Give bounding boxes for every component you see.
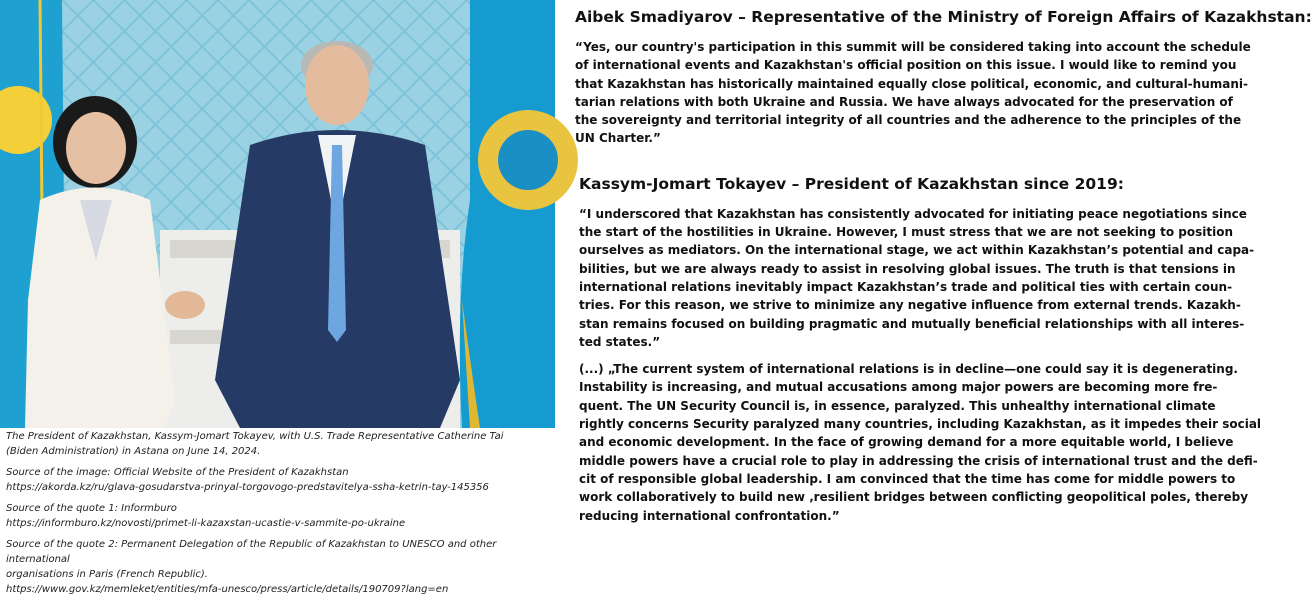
- photo-caption: The President of Kazakhstan, Kassym-Jomart Tokayev, with U.S. Trade Representative Catherine Tai (Biden Administration) in Astana on June 14, 2024.: [6, 431, 504, 457]
- captions: [6, 429, 554, 603]
- section1-heading: Aibek Smadiyarov – Representative of the Ministry of Foreign Affairs of Kazakhstan:: [575, 8, 1312, 26]
- section1-quote: “Yes, our country's participation in this summit will be considered taking into account the schedule of international events and Kazakhstan's official position on this issue. I would like to remind you that Kazakhstan has historically maintained equally close political, economic, and cultural-humani- tarian relations with both Ukraine and Russia. We have always advocated for the preservation of the sovereignty and territorial integrity of all countries and the adherence to the principles of the UN Charter.”: [575, 40, 1251, 146]
- right-flag: [460, 0, 555, 428]
- photo-illustration: [0, 0, 555, 428]
- handshake-photo: [0, 0, 555, 428]
- woman-face: [66, 112, 126, 184]
- quote1-source: Source of the quote 1: Informburo https://informburo.kz/novosti/primet-li-kazaxstan-ucastie-v-sammite-po-ukraine: [6, 501, 554, 531]
- image-source-link[interactable]: https://akorda.kz/ru/glava-gosudarstva-prinyal-torgovogo-predstavitelya-ssha-ketrin-tay-145356: [6, 482, 489, 493]
- section2-quote2: (...) „The current system of international relations is in decline—one could say it is degenerating. Instability is increasing, and mutual accusations among major powers are becoming more fre- quent. The UN Security Council is, in essence, paralyzed. This unhealthy international climate rightly concerns Security paralyzed many countries, including Kazakhstan, as it impedes their social and economic development. In the face of growing demand for a more equitable world, I believe middle powers have a crucial role to play in addressing the crisis of international trust and the defi- cit of responsible global leadership. I am convinced that the time has come for middle powers to work collaboratively to build new ‚resilient bridges between conflicting geopolitical poles, thereby reducing international confrontation.”: [579, 362, 1262, 523]
- quote2-source: Source of the quote 2: Permanent Delegation of the Republic of Kazakhstan to UNESCO and other international organisations in Paris (French Republic). https://www.gov.kz/memleket/entities/mfa-unesco/press/article/details/190709?lang=en: [6, 537, 554, 597]
- section2-heading: Kassym-Jomart Tokayev – President of Kazakhstan since 2019:: [579, 174, 1124, 193]
- quote2-source-link[interactable]: https://www.gov.kz/memleket/entities/mfa-unesco/press/article/details/190709?lang=en: [6, 584, 449, 595]
- image-source: Source of the image: Official Website of the President of Kazakhstan https://akorda.kz/ru/glava-gosudarstva-prinyal-torgovogo-predstavitelya-ssha-ketrin-tay-145356: [6, 465, 554, 495]
- handshake: [165, 291, 205, 319]
- quote1-source-link[interactable]: https://informburo.kz/novosti/primet-li-kazaxstan-ucastie-v-sammite-po-ukraine: [6, 518, 406, 529]
- quotes-column: [575, 0, 1312, 525]
- section2-quote1: “I underscored that Kazakhstan has consistently advocated for initiating peace negotiations since the start of the hostilities in Ukraine. However, I must stress that we are not seeking to position ourselves as mediators. On the international stage, we act within Kazakhstan’s potential and capa- bilities, but we are always ready to assist in resolving global issues. The truth is that tensions in international relations inevitably impact Kazakhstan’s trade and political ties with certain coun- tries. For this reason, we strive to minimize any negative influence from external trends. Kazakh- stan remains focused on building pragmatic and mutually beneficial relationships with all interes- ted states.”: [579, 206, 1255, 349]
- man-face: [305, 45, 369, 125]
